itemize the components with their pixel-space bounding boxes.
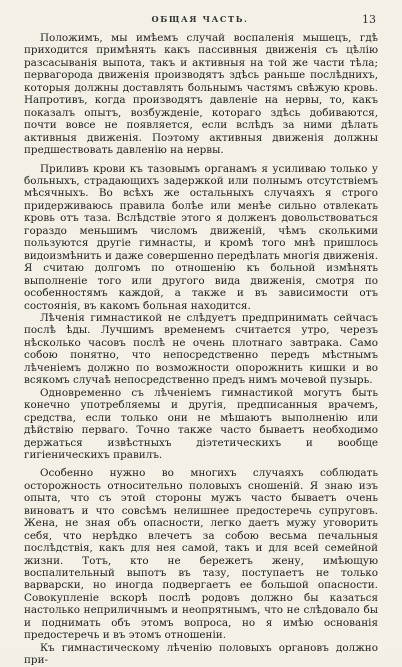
running-head: ОБЩАЯ ЧАСТЬ. [151,14,249,24]
paragraph: Приливъ крови къ тазовымъ органамъ я усиливаю только у больныхъ, страдающихъ задержкой или полнымъ отсутствіемъ мѣсячныхъ. Во всѣхъ же остальныхъ случаяхъ я строго придерживаюсь правила болѣе или менѣе сильно отвлекать кровь отъ таза. Вслѣдствіе этого я долженъ довольствоваться гораздо меньшимъ числомъ движеній, чѣмъ сколькими пользуются другіе гимнасты, и кромѣ того мнѣ пришлось видоизмѣнить и даже совершенно передѣлать многія движенія. Я считаю долгомъ по отношенію къ больной измѣнять выполненіе того или другого вида движенія, смотря по особенностямъ каждой, а также и въ зависимости отъ состоянія, въ какомъ больная находится. [24,162,378,312]
page-header [24,14,376,28]
paragraph: Одновременно съ лѣченіемъ гимнастикой могутъ быть конечно употребляемы и другія, предписанныя врачемъ, средства, если только они не мѣшаютъ выполненію или дѣйствію перваго. Точно также часто бываетъ необходимо держаться извѣстныхъ діэтетическихъ и вообще гигіеническихъ правилъ. [24,386,378,461]
page-number: 13 [362,13,376,26]
body-text [24,32,378,667]
paragraph: Къ гимнастическому лѣченію половыхъ органовъ должно при- [24,641,378,667]
paragraph: Особенно нужно во многихъ случаяхъ соблюдать осторожность относительно половыхъ сношеній. Я знаю изъ опыта, что съ этой стороны мужъ часто бываетъ очень виноватъ и что совсѣмъ нелишнее предостеречь супруговъ. Жена, не зная объ опасности, легко даетъ мужу уговорить себя, что нерѣдко влечетъ за собою весьма печальныя послѣдствія, какъ для нея самой, такъ и для всей семейной жизни. Тотъ, кто не бережетъ жену, имѣющую воспалительный выпотъ въ тазу, поступаетъ не только варварски, но иногда подвергаетъ ее большой опасности. Совокупленіе вскорѣ послѣ родовъ должно бы казаться настолько неприличнымъ и неопрятнымъ, что не слѣдовало бы и поднимать объ этомъ вопроса, но я имѣю основанія предостеречь и въ этомъ отношеніи. [24,467,378,642]
paragraph: Положимъ, мы имѣемъ случай воспаленія мышецъ, гдѣ приходится примѣнять какъ пассивныя движенія съ цѣлію разсасыванія выпота, такъ и активныя на той же части тѣла; первагорода движенія производятъ здѣсь раньше послѣднихъ, которыя должны доставлять больнымъ частямъ свѣжую кровь. Напротивъ, когда производятъ давленіе на нервы, то, какъ показалъ опытъ, возбужденіе, котораго здѣсь добиваются, почти вовсе не появляется, если вслѣдъ за ними дѣлать активныя движенія. Поэтому активныя движенія должны предшествовать давленію на нервы. [24,32,378,157]
paragraph: Лѣченія гимнастикой не слѣдуетъ предпринимать сейчасъ послѣ ѣды. Лучшимъ временемъ считается утро, черезъ нѣсколько часовъ послѣ не очень плотнаго завтрака. Само собою понятно, что непосредственно передъ мѣстнымъ лѣченіемъ должно по возможности опорожнить кишки и во всякомъ случаѣ непосредственно предъ нимъ мочевой пузырь. [24,311,378,387]
